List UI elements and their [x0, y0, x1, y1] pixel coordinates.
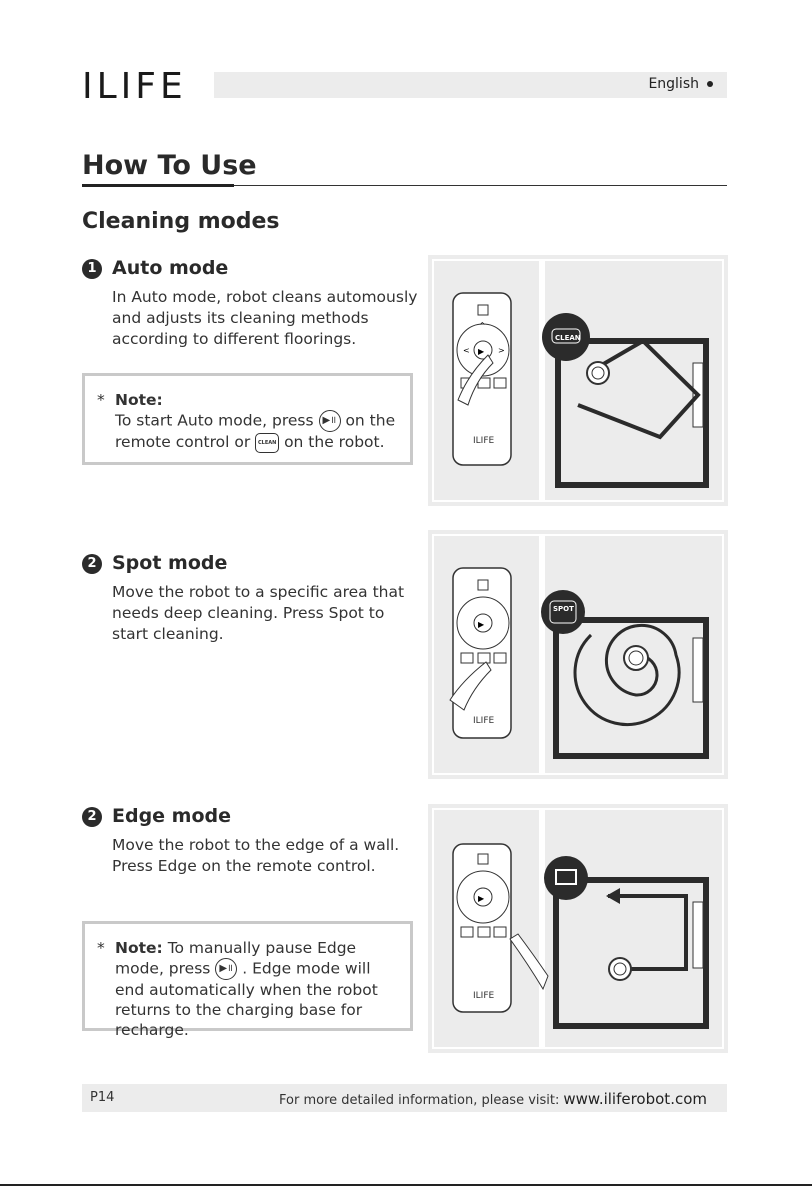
remote-control [453, 568, 511, 738]
clean-badge [542, 313, 590, 361]
website-link[interactable]: www.iliferobot.com [563, 1090, 707, 1108]
mode-description: Move the robot to a specific area that needs deep cleaning. Press Spot to start cleaning. [112, 583, 405, 643]
mode-description: In Auto mode, robot cleans automously and adjusts its cleaning methods according to different floorings. [112, 288, 418, 348]
clean-badge-label: CLEAN [555, 334, 581, 342]
mode-title: Edge mode [112, 805, 232, 827]
header-bar [214, 72, 727, 98]
room-map [556, 620, 706, 756]
mode-number-badge: 2 [82, 554, 102, 574]
bullet-icon [707, 81, 713, 87]
note-content [99, 938, 404, 1040]
mode-number-badge: 1 [82, 259, 102, 279]
mode-number-badge: 2 [82, 807, 102, 827]
svg-text:<: < [463, 346, 470, 355]
svg-text:▶: ▶ [478, 894, 485, 903]
page-footer [82, 1084, 727, 1112]
note-label: Note: [115, 391, 163, 409]
edge-mode-illustration [428, 804, 728, 1053]
note-label: Note: [115, 939, 163, 957]
footer-text: For more detailed information, please visit: [279, 1093, 560, 1108]
page-number: P14 [90, 1090, 115, 1105]
note-text-2: on the remote control or [115, 411, 396, 451]
spot-badge [541, 590, 585, 634]
remote-brand: ILIFE [473, 436, 495, 446]
edge-illustration-svg [428, 804, 728, 1053]
note-text-2: . Edge mode will end automatically when the robot returns to the charging base for recharge. [115, 959, 378, 1039]
subheading: Cleaning modes [82, 209, 280, 234]
mode-description: Move the robot to the edge of a wall. Press Edge on the remote control. [112, 836, 400, 875]
spot-badge-label: SPOT [553, 605, 574, 613]
note-text-1: To start Auto mode, press [115, 411, 314, 430]
spot-mode-illustration [428, 530, 728, 779]
note-box [82, 921, 413, 1039]
clean-key-icon: CLEAN [255, 433, 279, 453]
footer-info [279, 1090, 707, 1108]
svg-text:▶: ▶ [478, 620, 485, 629]
edge-badge [544, 856, 588, 900]
auto-mode-illustration [428, 255, 728, 506]
note-text-1: To manually pause Edge mode, press [115, 939, 357, 978]
remote-brand: ILIFE [473, 716, 495, 726]
svg-text:>: > [498, 346, 505, 355]
note-content [99, 390, 404, 453]
play-pause-icon: ▶॥ [215, 958, 237, 980]
note-box [82, 373, 413, 465]
room-map [556, 880, 706, 1026]
language-indicator [648, 76, 713, 92]
section-title: How To Use [82, 150, 257, 181]
remote-brand: ILIFE [473, 991, 495, 1001]
play-pause-icon: ▶॥ [319, 410, 341, 432]
svg-text:^: ^ [479, 321, 486, 330]
title-underline [82, 184, 234, 187]
room-map [558, 341, 706, 485]
spot-illustration-svg [428, 530, 728, 779]
brand-logo: ILIFE [82, 66, 187, 107]
mode-title: Auto mode [112, 257, 229, 279]
remote-control [453, 293, 511, 465]
remote-control [453, 844, 511, 1012]
pointing-finger [510, 934, 548, 989]
auto-illustration-svg [428, 255, 728, 506]
asterisk-icon: * [97, 391, 105, 409]
language-label: English [648, 76, 699, 92]
mode-title: Spot mode [112, 552, 228, 574]
asterisk-icon: * [97, 939, 105, 957]
svg-text:▶: ▶ [478, 347, 485, 356]
note-text-3: on the robot. [284, 433, 385, 451]
